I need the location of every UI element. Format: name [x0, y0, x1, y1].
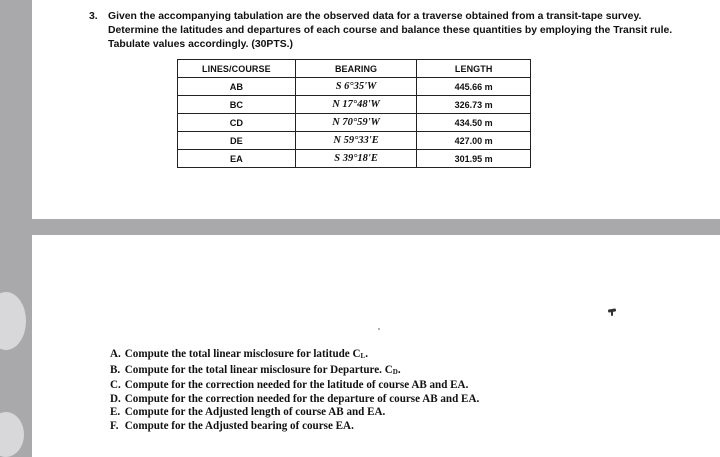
- task-letter: A.: [110, 348, 121, 360]
- task-item: [110, 420, 479, 434]
- cell-length: 427.00 m: [417, 132, 531, 150]
- task-end: .: [397, 363, 401, 376]
- task-text: Compute for the Adjusted length of course AB and EA.: [124, 406, 386, 419]
- table-row: [178, 132, 531, 150]
- cell-length: 445.66 m: [417, 78, 531, 96]
- cell-line: AB: [178, 78, 296, 96]
- table-row: [178, 150, 531, 168]
- task-item: [110, 393, 479, 407]
- task-end: .: [365, 348, 368, 360]
- cell-bearing: S 6°35'W: [295, 78, 417, 96]
- table-row: [178, 78, 531, 96]
- cell-line: EA: [178, 150, 296, 168]
- table-header-row: [178, 60, 531, 78]
- header-length: LENGTH: [417, 60, 531, 78]
- task-letter: D.: [110, 392, 121, 405]
- ink-speck: [378, 328, 380, 330]
- task-item: [110, 406, 479, 420]
- task-letter: E.: [110, 406, 121, 419]
- question-text: Given the accompanying tabulation are the observed data for a traverse obtained from a transit-tape survey. Determine the latitudes and departures of each course and balance these quantities by employing the Transit rule. Tabulate values accordingly. (30PTS.): [108, 11, 673, 51]
- task-letter: B.: [110, 363, 121, 376]
- cell-line: DE: [178, 132, 296, 150]
- task-text: Compute for the correction needed for the departure of course AB and EA.: [124, 392, 480, 405]
- table-row: [178, 96, 531, 114]
- background-blob: [0, 412, 24, 457]
- header-bearing: BEARING: [295, 60, 417, 78]
- ink-speck: [611, 311, 613, 316]
- background-blob: [0, 292, 26, 350]
- cell-line: BC: [178, 96, 296, 114]
- task-text: Compute for the total linear misclosure for Departure. C: [124, 363, 393, 376]
- header-lines-course: LINES/COURSE: [178, 60, 296, 78]
- cell-bearing: N 70°59'W: [295, 114, 417, 132]
- task-item: [110, 348, 479, 364]
- cell-line: CD: [178, 114, 296, 132]
- cell-bearing: N 17°48'W: [295, 96, 417, 114]
- cell-length: 301.95 m: [417, 150, 531, 168]
- cell-length: 434.50 m: [417, 114, 531, 132]
- task-subscript: D: [392, 367, 398, 376]
- cell-length: 326.73 m: [417, 96, 531, 114]
- task-item: [110, 364, 479, 380]
- cell-bearing: S 39°18'E: [295, 150, 417, 168]
- question-number: 3.: [89, 11, 98, 22]
- task-subscript: L: [360, 352, 366, 360]
- task-text: Compute for the Adjusted bearing of course EA.: [124, 419, 354, 432]
- task-letter: C.: [110, 379, 121, 392]
- cell-bearing: N 59°33'E: [295, 132, 417, 150]
- question-block: [91, 10, 691, 53]
- traverse-table: [177, 59, 531, 168]
- task-item: [110, 379, 479, 393]
- table-row: [178, 114, 531, 132]
- task-letter: F.: [110, 419, 119, 432]
- task-list: [110, 348, 479, 434]
- task-text: Compute for the correction needed for the latitude of course AB and EA.: [124, 379, 469, 392]
- task-text: Compute the total linear misclosure for latitude C: [124, 348, 361, 360]
